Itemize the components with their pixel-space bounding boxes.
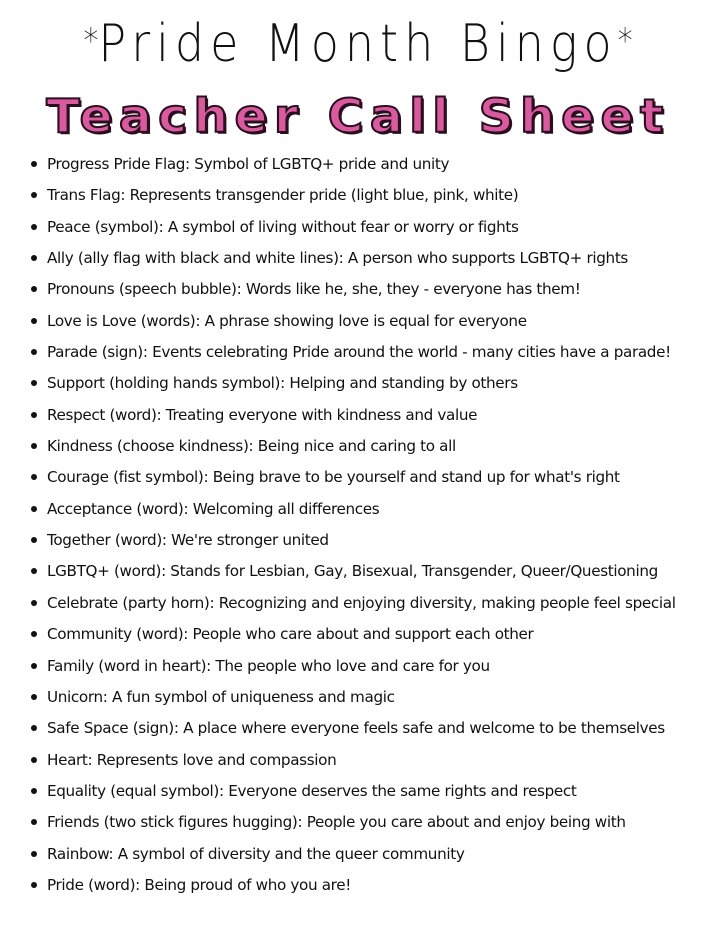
list-item: [30, 337, 706, 368]
list-item-text: Kindness (choose kindness): Being nice and caring to all: [47, 437, 456, 456]
list-item: [30, 462, 706, 493]
bullet-icon: [31, 757, 37, 763]
list-item: [30, 368, 706, 399]
bullet-icon: [31, 694, 37, 700]
page-title: [0, 8, 716, 76]
list-item: [30, 212, 706, 243]
list-item-text: Courage (fist symbol): Being brave to be yourself and stand up for what's right: [47, 468, 620, 487]
list-item: [30, 776, 706, 807]
list-item-text: Love is Love (words): A phrase showing love is equal for everyone: [47, 311, 527, 330]
list-item-text: Ally (ally flag with black and white lines): A person who supports LGBTQ+ rights: [47, 249, 628, 268]
list-item-text: Safe Space (sign): A place where everyone feels safe and welcome to be themselves: [47, 719, 665, 738]
list-item-text: Progress Pride Flag: Symbol of LGBTQ+ pride and unity: [47, 155, 450, 173]
list-item: [30, 713, 706, 744]
list-item: [30, 400, 706, 431]
list-item: [30, 243, 706, 274]
list-item: [30, 180, 706, 211]
bullet-icon: [31, 380, 37, 386]
call-list: [30, 149, 706, 901]
bullet-icon: [31, 882, 37, 888]
list-item: [30, 149, 706, 180]
bullet-icon: [31, 600, 37, 606]
bullet-icon: [31, 255, 37, 261]
list-item: [30, 274, 706, 305]
bullet-icon: [31, 192, 37, 198]
star-right-icon: *: [617, 21, 633, 61]
page-subtitle: Teacher Call Sheet: [46, 89, 670, 143]
list-item: [30, 745, 706, 776]
list-item: [30, 306, 706, 337]
list-item-text: Heart: Represents love and compassion: [47, 750, 337, 769]
list-item-text: Support (holding hands symbol): Helping and standing by others: [47, 374, 518, 393]
title-text: Pride Month Bingo: [98, 12, 618, 74]
list-item: [30, 870, 706, 901]
star-left-icon: *: [83, 21, 99, 61]
bullet-icon: [31, 788, 37, 794]
list-item-text: Pronouns (speech bubble): Words like he, she, they - everyone has them!: [47, 280, 581, 299]
bullet-icon: [31, 443, 37, 449]
bullet-icon: [31, 474, 37, 480]
list-item-text: Together (word): We're stronger united: [47, 531, 329, 550]
bullet-icon: [31, 819, 37, 825]
list-item-text: Trans Flag: Represents transgender pride (light blue, pink, white): [47, 186, 519, 205]
list-item: [30, 839, 706, 870]
bullet-icon: [31, 506, 37, 512]
bullet-icon: [31, 224, 37, 230]
list-item-text: Pride (word): Being proud of who you are!: [47, 875, 351, 894]
list-item-text: Parade (sign): Events celebrating Pride around the world - many cities have a parade!: [47, 343, 671, 362]
list-item-text: Community (word): People who care about and support each other: [47, 625, 534, 644]
list-item-text: LGBTQ+ (word): Stands for Lesbian, Gay, Bisexual, Transgender, Queer/Questioning: [47, 562, 658, 581]
list-item: [30, 651, 706, 682]
bullet-icon: [31, 631, 37, 637]
list-item-text: Family (word in heart): The people who love and care for you: [47, 656, 490, 675]
list-item: [30, 431, 706, 462]
list-item: [30, 556, 706, 587]
list-item: [30, 494, 706, 525]
list-item-text: Equality (equal symbol): Everyone deserves the same rights and respect: [47, 781, 577, 800]
bullet-icon: [31, 568, 37, 574]
list-item-text: Friends (two stick figures hugging): People you care about and enjoy being with: [47, 813, 626, 832]
bullet-icon: [31, 318, 37, 324]
bullet-icon: [31, 349, 37, 355]
bullet-icon: [31, 286, 37, 292]
list-item-text: Acceptance (word): Welcoming all differences: [47, 499, 380, 518]
bullet-icon: [31, 537, 37, 543]
list-item-text: Peace (symbol): A symbol of living without fear or worry or fights: [47, 217, 519, 236]
list-item-text: Unicorn: A fun symbol of uniqueness and magic: [47, 687, 395, 706]
list-item-text: Respect (word): Treating everyone with kindness and value: [47, 405, 478, 424]
bullet-icon: [31, 725, 37, 731]
bullet-icon: [31, 161, 37, 167]
list-item-text: Celebrate (party horn): Recognizing and enjoying diversity, making people feel special: [47, 593, 676, 612]
bullet-icon: [31, 663, 37, 669]
list-item-text: Rainbow: A symbol of diversity and the queer community: [47, 844, 465, 863]
bullet-icon: [31, 412, 37, 418]
list-item: [30, 682, 706, 713]
list-item: [30, 588, 706, 619]
list-item: [30, 525, 706, 556]
bullet-icon: [31, 851, 37, 857]
list-item: [30, 807, 706, 838]
list-item: [30, 619, 706, 650]
